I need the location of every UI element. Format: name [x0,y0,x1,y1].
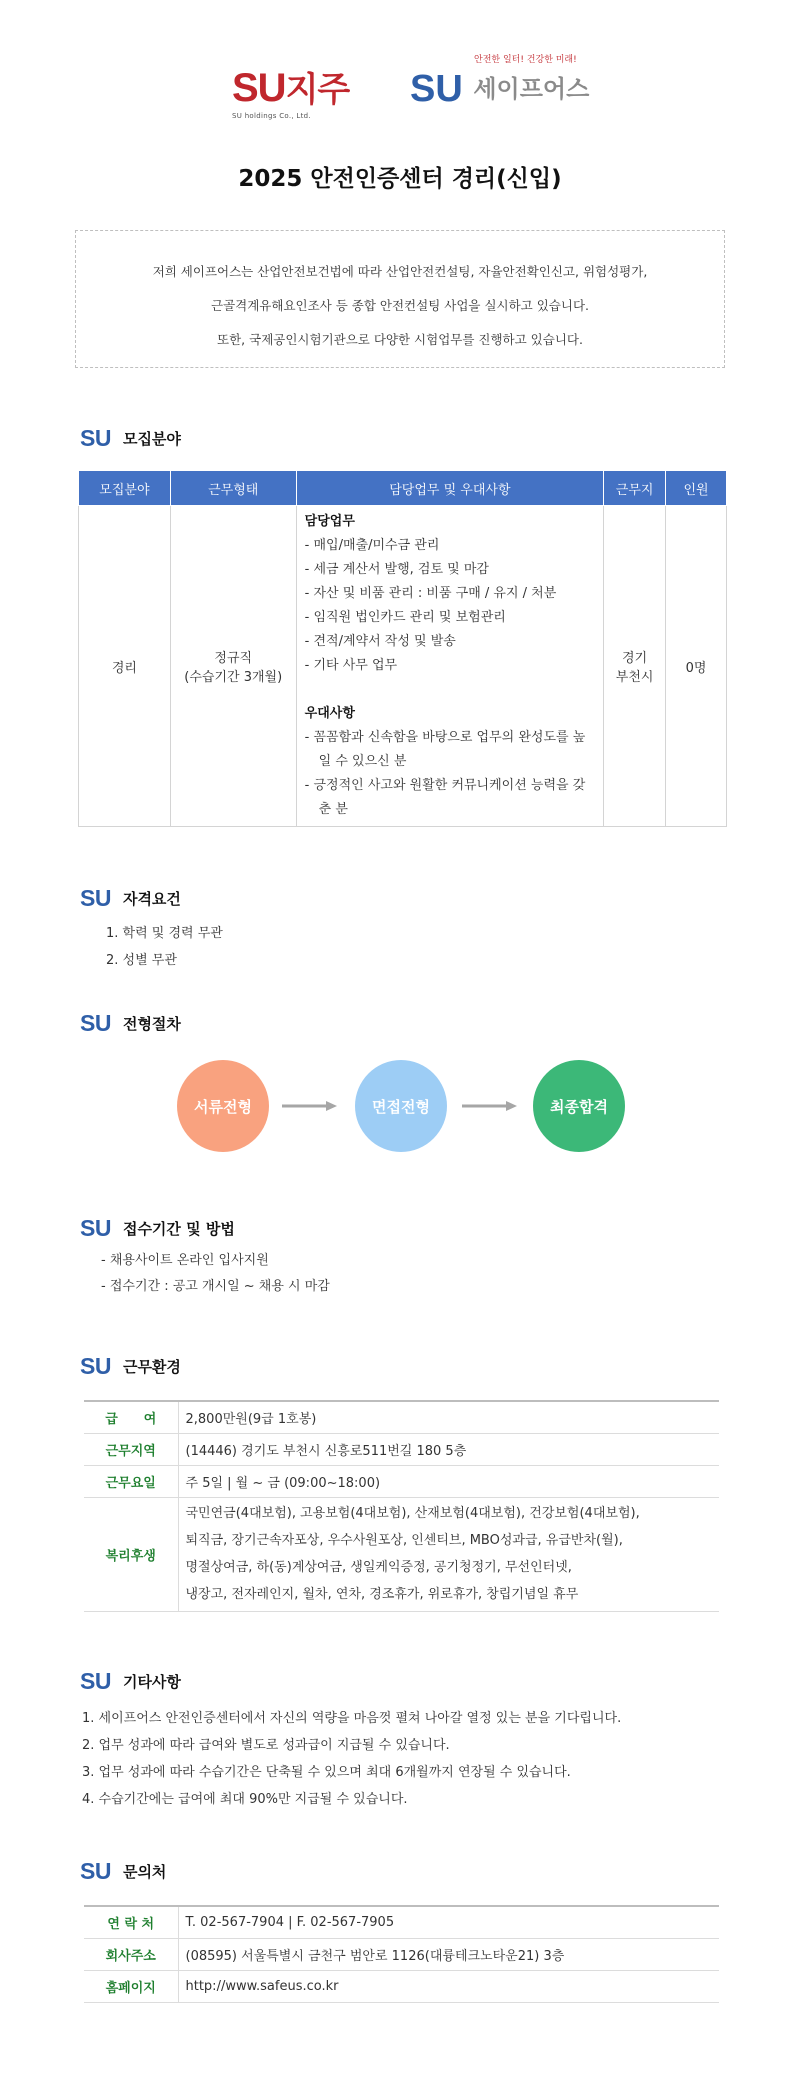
list-item: 4. 수습기간에는 급여에 최대 90%만 지급될 수 있습니다. [82,1792,408,1807]
intro-line: 저희 세이프어스는 산업안전보건법에 따라 산업안전컨설팅, 자율안전확인신고, 위험성평가, [152,264,648,279]
page-title: 2025 안전인증센터 경리(신입) [238,166,562,192]
prefer-title: 우대사항 [304,706,355,721]
list-item: 2. 성별 무관 [106,953,177,968]
headcount: 0명 [666,506,727,827]
table-row [84,1970,719,2002]
section-header-environment [80,1353,181,1380]
section-header-recruit [80,425,181,452]
column-header: 담당업무 및 우대사항 [296,471,604,506]
safeus-slogan: 안전한 일터! 건강한 미래! [474,55,577,65]
qualification-list [106,920,223,974]
welfare-line: 퇴직금, 장기근속자포상, 우수사원포상, 인센티브, MBO성과급, 유급반차(월), [185,1533,623,1548]
table-row [84,1497,719,1611]
contact-table [84,1905,719,2003]
section-title: 모집분야 [122,430,181,448]
process-step-interview: 면접전형 [355,1060,447,1152]
logo-bar [0,50,800,130]
suzizu-logo [232,68,349,120]
su-mark: SU [80,425,111,451]
process-step-document: 서류전형 [177,1060,269,1152]
duties-cell [296,506,604,827]
suzizu-logo-mark: SU [232,66,286,110]
column-header: 인원 [666,471,727,506]
environment-table [84,1400,719,1612]
prefer-item: - 꼼꼼함과 신속함을 바탕으로 업무의 완성도를 높일 수 있으신 분 [304,730,586,769]
welfare-line: 냉장고, 전자레인지, 월차, 연차, 경조휴가, 위로휴가, 창립기념일 휴무 [185,1587,579,1602]
phone-label: 연 락 처 [84,1906,178,1938]
intro-line: 또한, 국제공인시험기관으로 다양한 시험업무를 진행하고 있습니다. [217,332,583,347]
table-row [84,1465,719,1497]
section-title: 자격요건 [122,890,181,908]
list-item: 1. 학력 및 경력 무관 [106,926,223,941]
table-header-row [79,471,727,506]
homepage-label: 홈페이지 [84,1970,178,2002]
homepage-link[interactable]: http://www.safeus.co.kr [185,1978,339,1994]
suzizu-logo-kr: 지주 [285,71,350,109]
work-location-line: 경기 [622,651,648,666]
location-label: 근무지역 [84,1433,178,1465]
safeus-logo [410,52,589,110]
column-header: 근무지 [604,471,666,506]
table-row [84,1401,719,1433]
intro-line: 근골격계유해요인조사 등 종합 안전컨설팅 사업을 실시하고 있습니다. [211,298,589,313]
work-location [604,506,666,827]
welfare-line: 국민연금(4대보험), 고용보험(4대보험), 산재보험(4대보험), 건강보험(4대보험), [185,1506,640,1521]
workdays-label: 근무요일 [84,1465,178,1497]
duties-title: 담당업무 [304,514,355,529]
salary-value: 2,800만원(9급 1호봉) [185,1411,317,1427]
welfare-line: 명절상여금, 하(동)계상여금, 생일케익증정, 공기청정기, 무선인터넷, [185,1560,572,1575]
duty-item: - 자산 및 비품 관리 : 비품 구매 / 유지 / 처분 [304,586,557,601]
duty-item: - 기타 사무 업무 [304,658,398,673]
section-header-process [80,1010,181,1037]
location-value: (14446) 경기도 부천시 신흥로511번길 180 5층 [185,1443,467,1459]
misc-list [82,1705,621,1813]
safeus-logo-mark: SU [410,68,463,110]
column-header: 근무형태 [170,471,296,506]
salary-label: 급 여 [84,1401,178,1433]
process-step-final: 최종합격 [533,1060,625,1152]
welfare-label: 복리후생 [84,1497,178,1611]
list-item: 2. 업무 성과에 따라 급여와 별도로 성과급이 지급될 수 있습니다. [82,1738,450,1753]
duty-item: - 견적/계약서 작성 및 발송 [304,634,456,649]
duty-item: - 세금 계산서 발행, 검토 및 마감 [304,562,489,577]
prefer-item: - 긍정적인 사고와 원활한 커뮤니케이션 능력을 갖춘 분 [304,778,586,817]
safeus-logo-kr: 세이프어스 [473,76,590,103]
intro-box [75,230,725,368]
process-flow [177,1060,627,1152]
duty-item: - 매입/매출/미수금 관리 [304,538,440,553]
column-header: 모집분야 [79,471,171,506]
table-row [84,1906,719,1938]
su-mark: SU [80,1858,111,1884]
arrow-right-icon [462,1101,517,1111]
recruit-field: 경리 [79,506,171,827]
phone-value: T. 02-567-7904 | F. 02-567-7905 [185,1914,395,1930]
section-title: 접수기간 및 방법 [122,1220,235,1238]
list-item: 1. 세이프어스 안전인증센터에서 자신의 역량을 마음껏 펼쳐 나아갈 열정 있는 분을 기다립니다. [82,1711,622,1726]
address-label: 회사주소 [84,1938,178,1970]
table-row [84,1938,719,1970]
work-location-line: 부천시 [615,670,654,685]
table-row [79,506,727,827]
arrow-right-icon [282,1101,337,1111]
su-mark: SU [80,885,111,911]
section-header-apply [80,1215,235,1242]
su-mark: SU [80,1353,111,1379]
recruit-table [78,470,727,827]
list-item: - 접수기간 : 공고 개시일 ~ 채용 시 마감 [101,1279,330,1294]
list-item: 3. 업무 성과에 따라 수습기간은 단축될 수 있으며 최대 6개월까지 연장될 수 있습니다. [82,1765,571,1780]
table-row [84,1433,719,1465]
section-title: 전형절차 [122,1015,181,1033]
suzizu-logo-subtitle: SU holdings Co., Ltd. [232,112,311,120]
section-title: 기타사항 [122,1673,181,1691]
list-item: - 채용사이트 온라인 입사지원 [101,1253,269,1268]
su-mark: SU [80,1215,111,1241]
section-header-qualification [80,885,181,912]
apply-list [101,1248,330,1300]
employment-type-line: 정규직 [214,651,253,666]
su-mark: SU [80,1668,111,1694]
employment-type-line: (수습기간 3개월) [184,670,283,685]
employment-type [170,506,296,827]
section-header-misc [80,1668,181,1695]
address-value: (08595) 서울특별시 금천구 범안로 1126(대륭테크노타운21) 3층 [185,1948,565,1964]
section-title: 근무환경 [122,1358,181,1376]
section-header-contact [80,1858,166,1885]
workdays-value: 주 5일 | 월 ~ 금 (09:00~18:00) [185,1475,381,1491]
su-mark: SU [80,1010,111,1036]
duty-item: - 임직원 법인카드 관리 및 보험관리 [304,610,506,625]
section-title: 문의처 [122,1863,167,1881]
welfare-value [178,1497,719,1611]
